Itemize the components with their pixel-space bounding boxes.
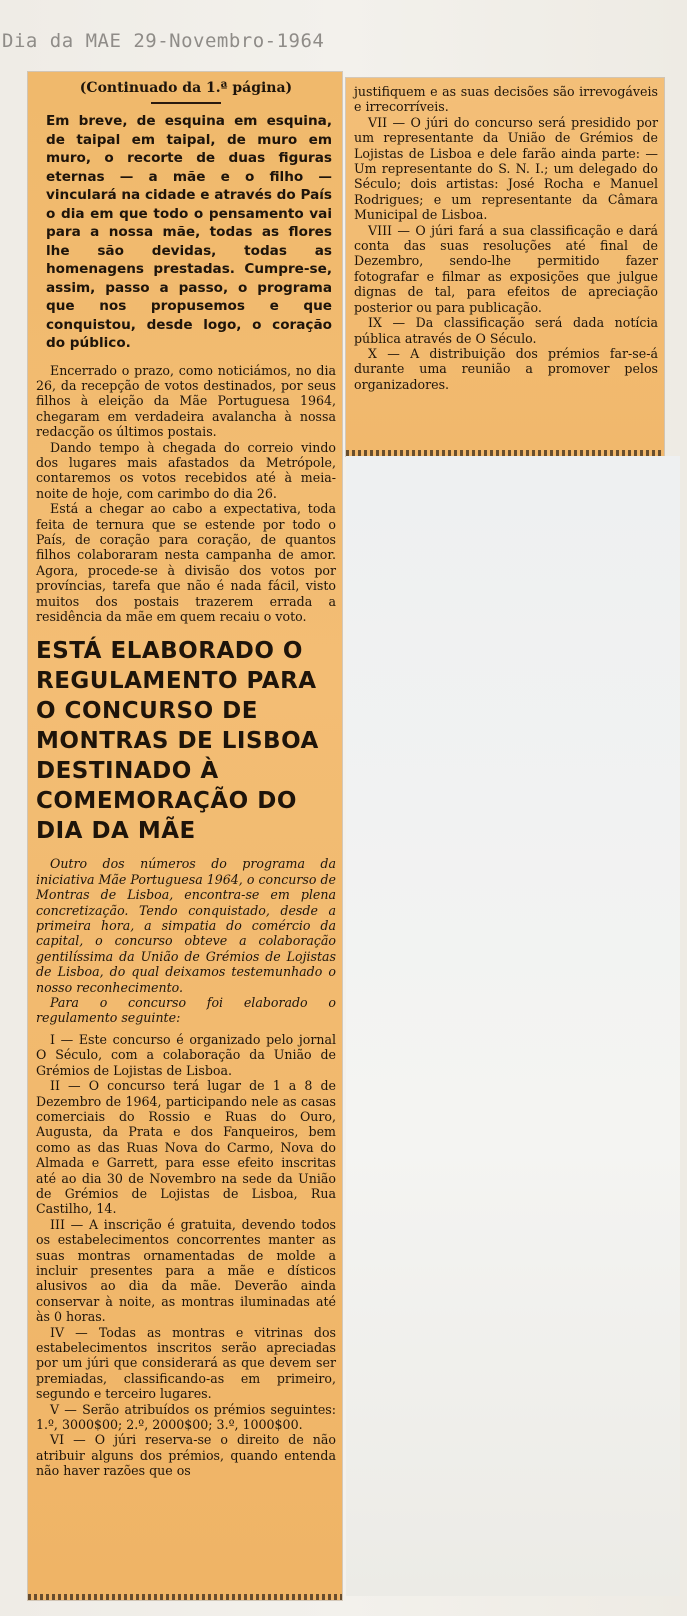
divider-rule: [151, 102, 221, 104]
rule-6: VI — O júri reserva-se o direito de não atribuir alguns dos prémios, quando entenda não haver razões que os: [36, 1432, 336, 1479]
right-paragraph-1: justifiquem e as suas decisões são irrevogáveis e irrecorríveis.: [354, 84, 658, 115]
torn-edge-bottom: [28, 1594, 342, 1600]
clipping-right-column: [346, 78, 664, 456]
paragraph-2: Dando tempo à chegada do correio vindo dos lugares mais afastados da Metrópole, contaremos os votos recebidos até à meia-noite de hoje, com carimbo do dia 26.: [36, 439, 336, 501]
right-paragraph-5: X — A distribuição dos prémios far-se-á durante uma reunião a promover pelos organizadores.: [354, 345, 658, 392]
right-paragraph-4: IX — Da classificação será dada notícia pública através de O Século.: [354, 315, 658, 346]
intro-italic-2: Para o concurso foi elaborado o regulamento seguinte:: [36, 995, 336, 1026]
right-column-content: [354, 84, 658, 392]
intro-italic: Outro dos números do programa da iniciativa Mãe Portuguesa 1964, o concurso de Montras de Lisboa, encontra-se em plena concretização. Tendo conquistado, desde a primeira hora, a simpatia do comércio da capital, o concurso obteve a colaboração gentilíssima da União de Grémios de Lojistas de Lisboa, do qual deixamos testemunhado o nosso reconhecimento.: [36, 856, 336, 995]
paragraph-1: Encerrado o prazo, como noticiámos, no dia 26, da recepção de votos destinados, por seus filhos à eleição da Mãe Portuguesa 1964, chegaram em verdadeira avalancha à nossa redacção os últimos postais.: [36, 362, 336, 440]
rule-3: III — A inscrição é gratuita, devendo todos os estabelecimentos concorrentes manter as suas montras ornamentadas de molde a incluir presentes para a mãe e dísticos alusivos ao dia da mãe. Deverão ainda conservar à noite, as montras iluminadas até às 0 horas.: [36, 1216, 336, 1325]
rule-5: V — Serão atribuídos os prémios seguintes: 1.º, 3000$00; 2.º, 2000$00; 3.º, 1000$00.: [36, 1401, 336, 1433]
rule-2: II — O concurso terá lugar de 1 a 8 de Dezembro de 1964, participando nele as casas comerciais do Rossio e Ruas do Ouro, Augusta, da Prata e dos Fanqueiros, bem como as das Ruas Nova do Carmo, Nova do Almada e Garrett, para esse efeito inscritas até ao dia 30 de Novembro na sede da União de Grémios de Lojistas de Lisboa, Rua Castilho, 14.: [36, 1078, 336, 1217]
right-paragraph-2: VII — O júri do concurso será presidido por um representante da União de Grémios de Lojistas de Lisboa e dele farão ainda parte: — Um representante do S. N. I.; um delegado do Século; dois artistas: José Rocha e Manuel Rodrigues; e um representante da Câmara Municipal de Lisboa.: [354, 114, 658, 223]
date-stamp: Dia da MAE 29-Novembro-1964: [2, 30, 325, 52]
article-headline: ESTÁ ELABORADO O REGULAMENTO PARA O CONCURSO DE MONTRAS DE LISBOA DESTINADO À COMEMORAÇÃO DO DIA DA MÃE: [36, 638, 319, 845]
right-paragraph-3: VIII — O júri fará a sua classificação e dará conta das suas resoluções até final de Dezembro, sendo-lhe permitido fazer fotografar e filmar as exposições que julgue dignas de tal, para efeitos de apreciação posterior ou para publicação.: [354, 222, 658, 315]
continued-label: (Continuado da 1.ª página): [79, 80, 293, 96]
lead-paragraph: Em breve, de esquina em esquina, de taipal em taipal, de muro em muro, o recorte de duas figuras eternas — a mãe e o filho — vinculará na cidade e através do País o dia em que todo o pensamento vai para a nossa mãe, todas as flores lhe são devidas, todas as homenagens prestadas. Cumpre-se, assim, passo a passo, o programa que nos propusemos e que conquistou, desde logo, o coração do público.: [46, 113, 332, 351]
rule-1: I — Este concurso é organizado pelo jornal O Século, com a colaboração da União de Grémios de Lojistas de Lisboa.: [36, 1031, 336, 1078]
left-column-content: [36, 72, 336, 1479]
blank-paper-area: [346, 456, 680, 1596]
paragraph-3: Está a chegar ao cabo a expectativa, toda feita de ternura que se estende por todo o País, de coração para coração, de quantos filhos colaboraram nesta campanha de amor. Agora, procede-se à divisão dos votos por províncias, tarefa que não é nada fácil, visto muitos dos postais trazerem errada a residência da mãe em quem recaiu o voto.: [36, 501, 336, 624]
clipping-left-column: [28, 72, 342, 1600]
rule-4: IV — Todas as montras e vitrinas dos estabelecimentos inscritos serão apreciadas por um júri que considerará as que devem ser premiadas, classificando-as em primeiro, segundo e terceiro lugares.: [36, 1324, 336, 1402]
